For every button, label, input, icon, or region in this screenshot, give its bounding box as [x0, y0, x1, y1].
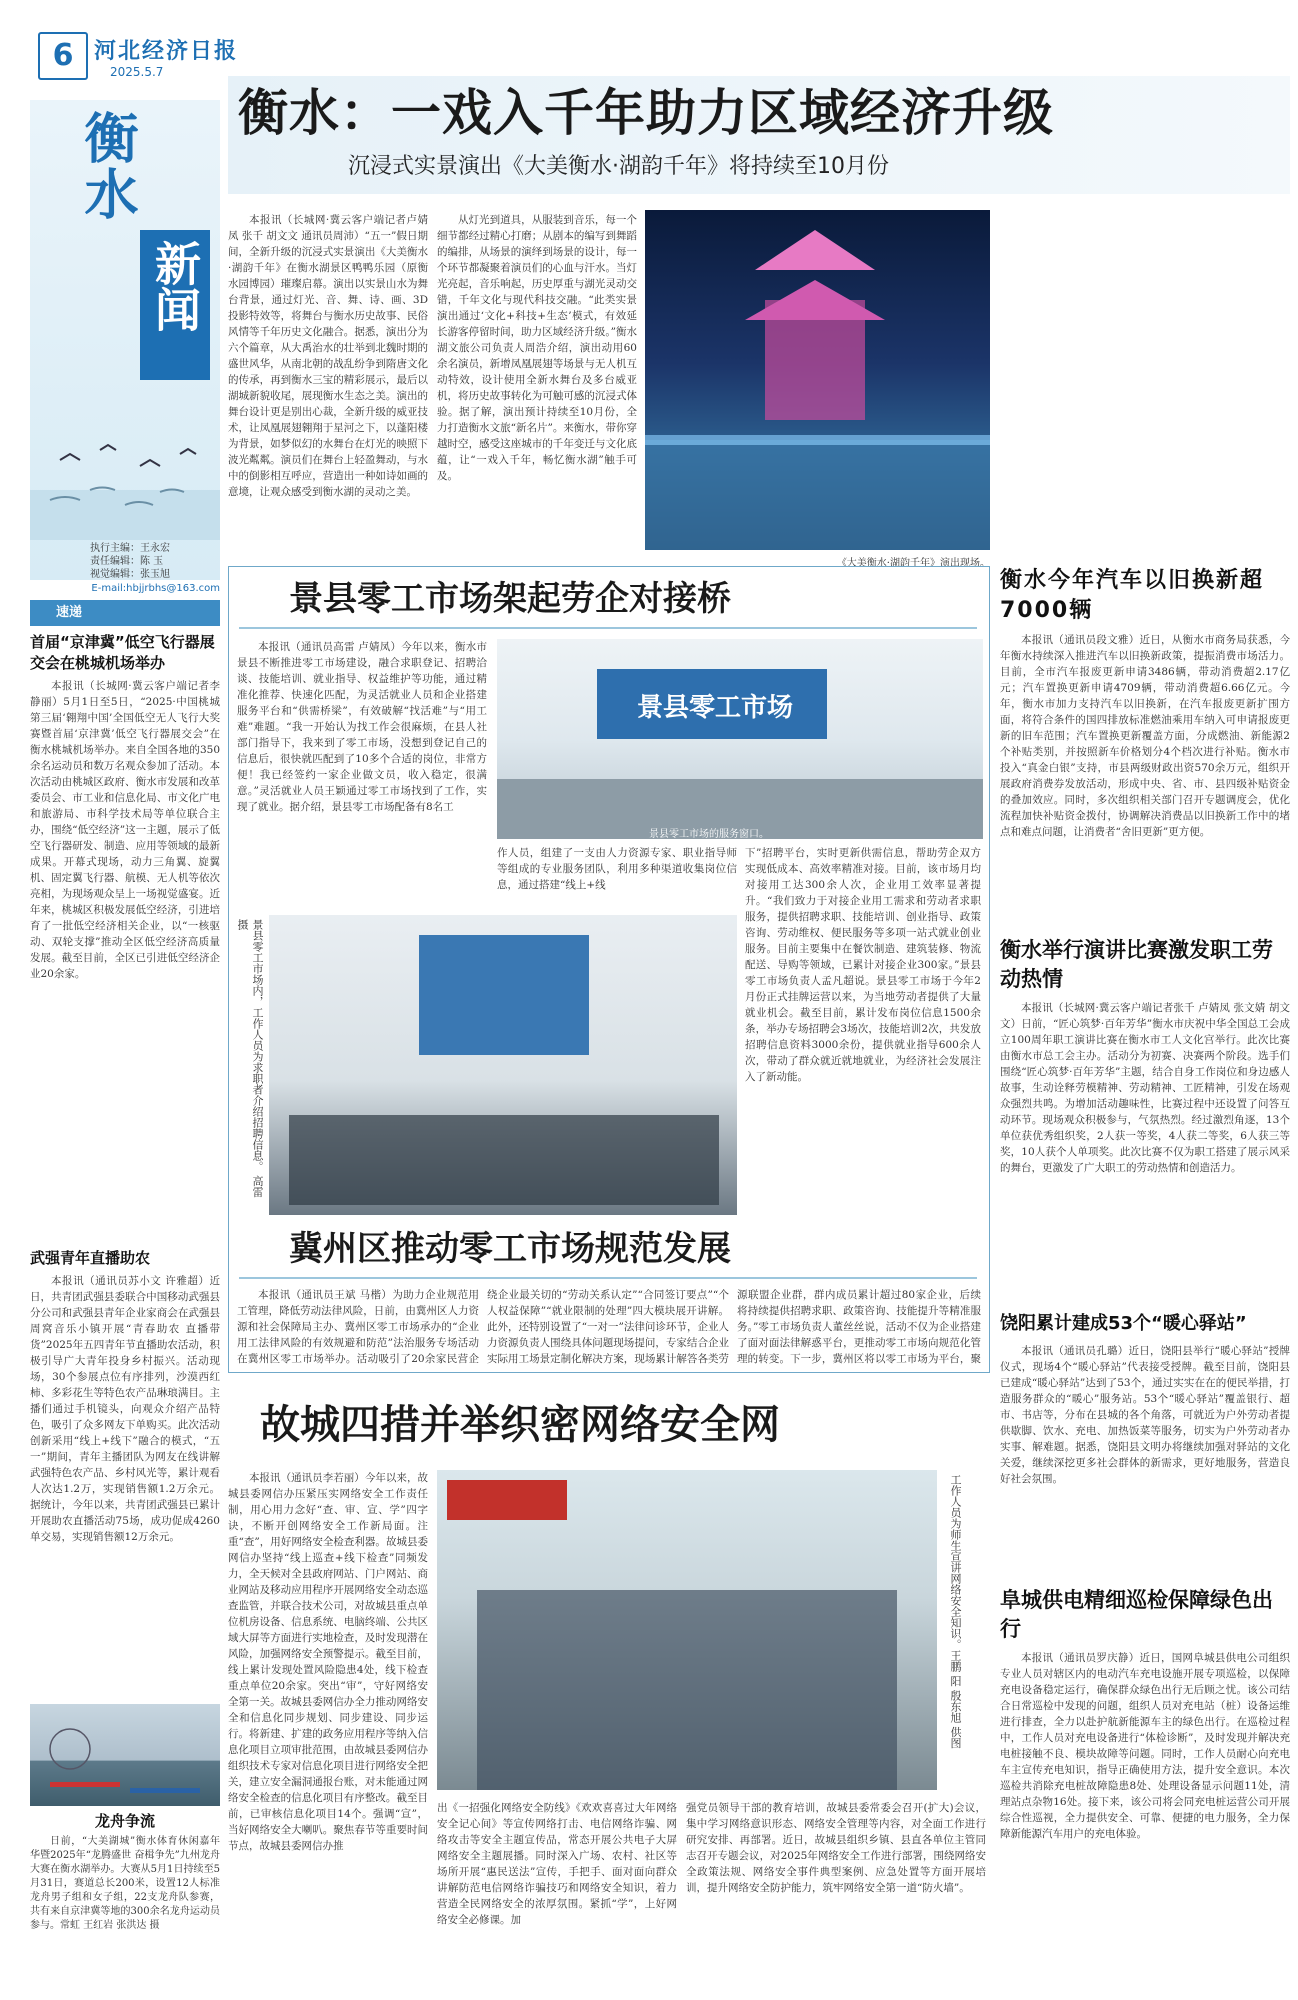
dragon-boat-scene — [30, 1704, 220, 1806]
section-region — [78, 110, 138, 222]
gucheng-col-1: 本报讯（通讯员李若丽）今年以来，故城县委网信办压紧压实网络安全工作责任制，用心用力念好“查、审、宣、学”四字诀，不断开创网络安全工作新局面。注重“查”，用好网络安全检查利器。故城县委网信办坚持“线上巡查+线下检查”同频发力，全天候对全县政府网站、门户网站、商业网站及移动应用程序开展网络安全动态巡查监管，并联合技术公司，对故城县重点单位机房设备、信息系统、电脑终端、公共区域大屏等方面进行实地检查，及时发现潜在风险，加强网络安全预警提示。截至目前，线上累计发现处置风险隐患4处，线下检查重点单位20余家。突出“审”，守好网络安全第一关。故城县委网信办全力推动网络安全和信息化同步规划、同步建设、同步运行。将新建、扩建的政务应用程序等纳入信息化项目立项审批范围，由故城县委网信办组织技术专家对信息化项目进行网络安全把关，建立安全漏洞通报台账，对未能通过网络安全检查的信息化项目有序整改。截至目前，已审核信息化项目14个。强调“宣”，当好网络安全大喇叭。聚焦春节等重要时间节点，故城县委网信办推 — [228, 1472, 428, 1852]
paper-name: 河北经济日报 — [94, 38, 239, 64]
credit-chief-editor: 执行主编：王永宏 — [90, 543, 170, 554]
jingxian-title: 景县零工市场架起劳企对接桥 — [289, 579, 731, 619]
dragon-boat-photo — [30, 1704, 220, 1806]
right-brief-1-text: 本报讯（通讯员段文雅）近日，从衡水市商务局获悉，今年衡水持续深入推进汽车以旧换新政策，提振消费市场活力。目前，全市汽车报废更新申请3486辆，带动消费超2.17亿元；汽车置换更新申请4709辆，带动消费超6.66亿元。今年，衡水市加力支持汽车以旧换新，在汽车报废更新扩围方面，将符合条件的国四排放标准燃油乘用车纳入可申请报废更新的旧车范围；汽车置换更新覆盖方面，分成燃油、新能源2个补贴类别，并按照新车价格划分4个档次进行补贴。衡水市投入“真金白银”支持，市县两级财政出资570余万元，组织开展政府消费券发放活动，形成中央、省、市、县四级补贴资金的叠加效应。同时，多次组织相关部门召开专题调度会，优化流程加快补贴资金拨付，协调解决消费品以旧换新工作中的堵点和难点问题，让消费者“舍旧更新”更方便。 — [1000, 634, 1290, 838]
birds-illustration — [30, 430, 220, 540]
section-email: E-mail:hbjjrbhs@163.com — [91, 583, 220, 594]
brief-label: 速递 — [56, 605, 83, 620]
jingxian-col-3: 下”招聘平台，实时更新供需信息，帮助劳企双方实现低成本、高效率精准对接。目前，该市场月均对接用工达300余人次，企业用工效率显著提升。“我们致力于对接企业用工需求和劳动者求职服务，提供招聘求职、技能培训、创业指导、政策咨询、劳动维权、便民服务等多项一站式就业创业服务。目前主要集中在餐饮制造、建筑装修、物流配送、导购等领域，已累计对接企业300家。”景县零工市场负责人孟凡超说。景县零工市场于今年2月份正式挂牌运营以来，为当地劳动者提供了大量就业机会。截至目前，累计发布岗位信息1500余条，举办专场招聘会3场次，技能培训2次，共发放招聘信息资料3000余份，提供就业指导600余人次，带动了群众就近就地就业，为经济社会发展注入了新动能。 — [745, 847, 981, 1083]
section-banner — [30, 100, 220, 580]
left-photo-title: 龙舟争流 — [94, 1812, 155, 1830]
jizhou-col-1: 本报讯（通讯员王斌 马楷）为助力企业规范用工管理，降低劳动法律风险，日前，由冀州区人力资源和社会保障局主办、冀州区零工市场承办的“企业用工法律风险的有效规避和防范”法治服务专场活动在冀州区零工市场举办。活动吸引了20余家民营企 — [237, 1289, 479, 1365]
category-label: 新闻 — [148, 240, 202, 332]
students-group — [477, 1590, 897, 1790]
right-brief-2-text: 本报讯（长城网·冀云客户端记者张千 卢婧凤 张文婧 胡文文）日前，“匠心筑梦·百年芳华”衡水市庆祝中华全国总工会成立100周年职工演讲比赛在衡水市工人文化宫举行。此次比赛由衡水市总工会主办。活动分为初赛、决赛两个阶段。选手们围绕“匠心筑梦·百年芳华”主题，结合自身工作岗位和身边感人故事，生动诠释劳模精神、劳动精神、工匠精神，引发在场观众强烈共鸣。为增加活动趣味性，比赛过程中还设置了问答互动环节。现场观众积极参与，气氛热烈。经过激烈角逐，13个单位获优秀组织奖，2人获一等奖，4人获二等奖，6人获三等奖，10人获个人单项奖。此次比赛不仅为职工搭建了展示风采的舞台，更激发了广大职工的劳动热情和创造活力。 — [1000, 1002, 1290, 1174]
jizhou-col-2: 绕企业最关切的“劳动关系认定”“合同签订要点”“个人权益保障”“就业限制的处理”四大模块展开讲解。此外，还特别设置了“一对一”法律问诊环节，企业人力资源负责人围绕具体问题现场提问，专家结合企业实际用工场景定制化解决方案，现场累计解答各类劳 — [487, 1289, 729, 1365]
issue-date: 2025.5.7 — [110, 65, 164, 79]
jizhou-title-rule — [239, 1277, 977, 1279]
jingxian-col-2: 作人员，组建了一支由人力资源专家、职业指导师等组成的专业服务团队，利用多种渠道收集岗位信息，通过搭建“线上+线 — [497, 847, 737, 891]
right-brief-2-title: 衡水举行演讲比赛激发职工劳动热情 — [1000, 938, 1273, 991]
notice-board — [419, 935, 589, 1055]
gucheng-col-3: 强党员领导干部的教育培训，故城县委常委会召开(扩大)会议，集中学习网络意识形态、网络安全管理等内容，对全面工作进行研究安排、再部署。近日，故城县组织乡镇、县直各单位主管同志召开专题会议，对2025年网络安全工作进行部署，围绕网络安全政策法规、网络安全事件典型案例、应急处置等方面开展培训，提升网络安全防护能力，筑牢网络安全第一道“防火墙”。 — [686, 1802, 986, 1894]
page-number-box — [38, 32, 88, 80]
ferris-wheel — [50, 1729, 90, 1769]
credit-editor: 责任编辑：陈 玉 — [90, 556, 164, 567]
left-brief-2-title: 武强青年直播助农 — [30, 1249, 151, 1267]
right-brief-3-title: 饶阳累计建成53个“暖心驿站” — [1000, 1313, 1247, 1334]
lead-title: 衡水：一戏入千年助力区域经济升级 — [238, 83, 1054, 142]
audience-rows — [289, 1115, 719, 1205]
jingxian-photo-2 — [269, 915, 737, 1215]
right-brief-2 — [1000, 936, 1290, 1304]
boat-1 — [50, 1782, 120, 1787]
lead-col-2: 从灯光到道具，从服装到音乐，每一个细节都经过精心打磨；从剧本的编写到舞蹈的编排，从场景的演绎到场景的设计，每一个环节都凝聚着演员们的心血与汗水。当灯光亮起，音乐响起，历史厚重与湖光灵动交错，千年文化与现代科技交融。“此类实景演出通过‘文化+科技+生态’模式，有效延长游客停留时间，助力区域经济升级。”衡水湖文旅公司负责人周浩介绍，演出动用60余名演员，新增凤凰展翅等场景与无人机互动特效，设计使用全新水舞台及多台威亚机，将历史故事转化为可触可感的沉浸式体验。据了解，演出预计持续至10月份，全力打造衡水文旅“新名片”。来衡水，带你穿越时空，感受这座城市的千年变迁与文化底蕴，让“一戏入千年，畅忆衡水湖”触手可及。 — [437, 214, 637, 482]
right-column — [1000, 566, 1290, 1986]
left-brief-2 — [30, 1248, 220, 1545]
right-brief-3 — [1000, 1311, 1290, 1583]
right-brief-4-title: 阜城供电精细巡检保障绿色出行 — [1000, 1588, 1273, 1641]
credit-visual-editor: 视觉编辑：张玉旭 — [90, 569, 170, 580]
boat-2 — [130, 1788, 200, 1793]
page-number: 6 — [52, 38, 74, 73]
jingxian-photo-1-caption: 景县零工市场的服务窗口。 — [649, 829, 769, 840]
gucheng-photo — [437, 1470, 937, 1790]
gucheng-col-2: 出《一招强化网络安全防线》《欢欢喜喜过大年网络安全记心间》等宣传网络打击、电信网络诈骗、网络攻击等安全主题宣传品，常态开展公共电子大屏网络安全主题展播。同时深入广场、农村、社区等场所开展“惠民送法”宣传，手把手、面对面向群众讲解防范电信网络诈骗技巧和网络安全知识，着力营造全民网络安全的浓厚氛围。紧抓“学”，上好网络安全必修课。加 — [437, 1802, 677, 1926]
lead-photo-caption: 《大美衡水·湖韵千年》演出现场。 — [836, 558, 990, 569]
left-photo-caption: 日前，“大美湖城”衡水体育休闲嘉年华暨2025年“龙腾盛世 奋楫争先”九州龙舟大赛在衡水湖举办。大赛从5月1日持续至5月31日，赛道总长200米，设置12人标准龙舟男子组和女子组，22支龙舟队参赛，共有来自京津冀等地的300余名龙舟运动员参与。常虹 王红岩 张洪达 摄 — [30, 1836, 220, 1931]
stage-water — [645, 440, 990, 550]
gucheng-photo-caption: 工作人员为师生宣讲网络安全知识。王鹏 阳 殷东旭 供图 — [949, 1474, 962, 1749]
lead-photo — [645, 210, 990, 550]
lead-photo-scene — [645, 210, 990, 550]
right-brief-4-text: 本报讯（通讯员罗庆静）近日，国网阜城县供电公司组织专业人员对辖区内的电动汽车充电设施开展专项巡检，以保障充电设备稳定运行，确保群众绿色出行无后顾之忧。该公司结合日常巡检中发现的问题，组织人员对充电站（桩）设备运维进行排查，全力以赴护航新能源车主的绿色出行。在巡检过程中，工作人员对充电设备进行“体检诊断”，及时发现并解决充电桩接触不良、模块故障等问题。同时，工作人员耐心向充电车主宣传充电知识，指导正确使用方法，提升安全意识。本次巡检共消除充电桩故障隐患8处、处理设备显示问题11处，清理站点杂物16处。接下来，该公司将会同充电桩运营公司开展综合性巡视，全力提供安全、可靠、便捷的电力服务，全力保障新能源汽车用户的充电体验。 — [1000, 1652, 1290, 1840]
category-block — [140, 230, 210, 380]
gucheng-title: 故城四措并举织密网络安全网 — [260, 1401, 780, 1448]
labor-market-box — [228, 566, 990, 1373]
jingxian-sign: 景县零工市场 — [637, 693, 794, 723]
right-brief-3-text: 本报讯（通讯员孔璐）近日，饶阳县举行“暖心驿站”授牌仪式，现场4个“暖心驿站”代表接受授牌。截至目前，饶阳县已建成“暖心驿站”达到了53个，通过实实在在的便民举措，打造服务群众的“暖心”服务站。53个“暖心驿站”覆盖银行、超市、书店等，分布在县城的各个角落，可就近为户外劳动者提供歇脚、饮水、充电、加热饭菜等服务，切实为户外劳动者办实事、解难题。据悉，饶阳县文明办将继续加强对驿站的文化关爱，继续深挖更多社会群体的新需求，更好地服务，营造良好社会氛围。 — [1000, 1345, 1290, 1485]
left-photo-block — [30, 1810, 220, 1933]
brief-label-bar — [30, 600, 220, 626]
region-name: 衡水 — [76, 110, 140, 222]
banner-red — [447, 1480, 567, 1520]
right-brief-1-title: 衡水今年汽车以旧换新超7000辆 — [1000, 568, 1265, 623]
stage-light-band — [645, 435, 990, 445]
pavilion-roof-top — [755, 230, 875, 270]
jingxian-col-1: 本报讯（通讯员高雷 卢婧凤）今年以来，衡水市景县不断推进零工市场建设，融合求职登记、招聘洽谈、技能培训、就业指导、权益维护等功能，通过精准化推荐、快速化匹配，为灵活就业人员和企业搭建服务平台和“供需桥梁”，有效破解“找活难”与“用工难”难题。“我一开始认为找工作会很麻烦，在县人社部门指导下，我来到了零工市场，没想到登记自己的信息后，很快就匹配到了10多个合适的岗位，非常方便！我已经签约一家企业做文员，收入稳定，很满意。”灵活就业人员王颖通过零工市场找到了工作，实现了就业。据介绍，景县零工市场配备有8名工 — [237, 641, 487, 813]
right-brief-1 — [1000, 566, 1290, 920]
jingxian-photo-2-caption: 景县零工市场内，工作人员为求职者介绍招聘信息。 高雷 摄 — [236, 919, 264, 1198]
left-brief-1 — [30, 632, 220, 982]
lead-subtitle: 沉浸式实景演出《大美衡水·湖韵千年》将持续至10月份 — [348, 154, 889, 179]
left-brief-2-text: 本报讯（通讯员苏小文 许雅超）近日，共青团武强县委联合中国移动武强县分公司和武强县青年企业家商会在武强县周窝音乐小镇开展“青春助农 直播带货”2025年五四青年节直播助农活动，积极引导广大青年投身乡村振兴。活动现场，30个参展点位有序排列，沙漠西红柿、多彩花生等特色农产品琳琅满目。主播们通过手机镜头，向观众介绍产品特色，吸引了众多网友下单购买。此次活动创新采用“线上+线下”融合的模式，“五一”期间，青年主播团队为网友在线讲解武强特色农产品、乡村风光等，累计观看人次达1.2万，实现销售额1.2万余元。据统计，今年以来，共青团武强县已累计开展助农直播活动75场，成功促成4260单交易，实现销售额12万余元。 — [30, 1275, 220, 1543]
lead-col-1: 本报讯（长城网·冀云客户端记者卢婧凤 张千 胡文文 通讯员周沛）“五一”假日期间，全新升级的沉浸式实景演出《大美衡水·湖韵千年》在衡水湖景区鸭鸭乐园（原衡水园博园）璀璨启幕。演出以实景山水为舞台背景，通过灯光、音、舞、诗、画、3D投影特效等，将舞台与衡水历史故事、民俗风情等千年历史文化融合。据悉，演出分为六个篇章，从大禹治水的壮举到北魏时期的盛世风华，从南北朝的战乱纷争到隋唐文化的传承，再到衡水三宝的精彩展示，最后以湖城新貌收尾，展现衡水生态之美。演出的舞台设计更是别出心裁，全新升级的威亚技术，让凤凰展翅翱翔于星河之下，以蓬阳楼为背景，如梦似幻的水舞台在灯光的映照下波光粼粼。演员们在舞台上轻盈舞动，与水中的倒影相互呼应，营造出一种如诗如画的意境，让观众感受到衡水湖的灵动之美。 — [228, 214, 428, 498]
jizhou-title: 冀州区推动零工市场规范发展 — [289, 1229, 731, 1269]
lead-header — [228, 76, 1290, 194]
right-brief-4 — [1000, 1586, 1290, 1970]
jingxian-photo-1 — [497, 639, 983, 839]
credits — [90, 542, 218, 581]
left-brief-1-text: 本报讯（长城网·冀云客户端记者李静丽）5月1日至5日，“2025·中国桃城第三届‘翱翔中国’全国低空无人飞行大奖赛暨首届‘京津冀’低空飞行器展交会”在衡水桃城机场举办。来自全国各地的350余名运动员和数万名观众参加了活动。本次活动由桃城区政府、衡水市发展和改革委员会、市工业和信息化局、市文化广电和旅游局、市科学技术局等单位联合主办，围绕“低空经济”这一主题，展示了低空飞行器研发、制造、应用等领域的最新成果。开幕式现场，动力三角翼、旋翼机、固定翼飞行器、航模、无人机等依次亮相，为现场观众呈上一场视觉盛宴。近年来，桃城区积极发展低空经济，引进培育了一批低空经济相关企业，以“一核驱动、双轮支撑”推动全区低空经济高质量发展。截至目前，全区已引进低空经济企业20余家。 — [30, 680, 220, 980]
jizhou-col-3: 源联盟企业群，群内成员累计超过80家企业，后续将持续提供招聘求职、政策咨询、技能提升等精准服务。”零工市场负责人董丝丝说，活动不仅为企业搭建了面对面法律解惑平台，更推动零工市场向规范化管理的转变。下一步，冀州区将以零工市场为平台，聚 — [737, 1289, 981, 1365]
left-brief-1-title: 首届“京津冀”低空飞行器展交会在桃城机场举办 — [30, 633, 215, 672]
jingxian-title-rule — [239, 627, 977, 629]
